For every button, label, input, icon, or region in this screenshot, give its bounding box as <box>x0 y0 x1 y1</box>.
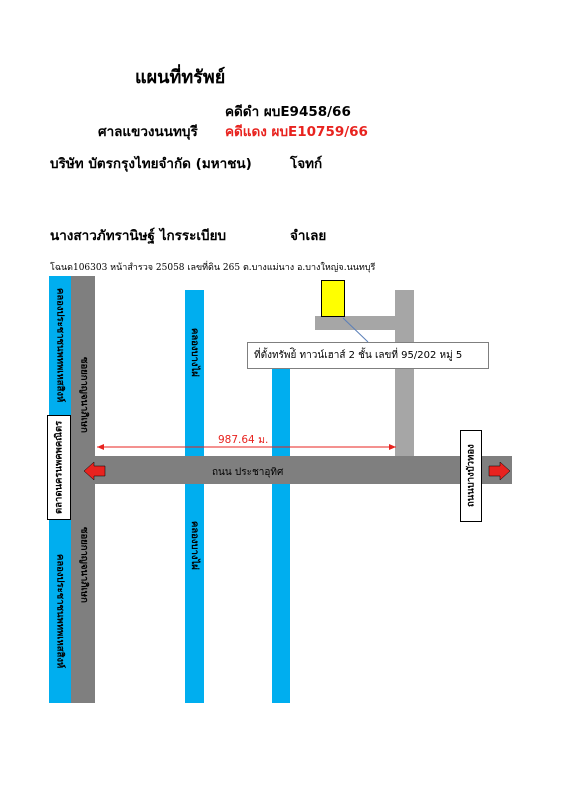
defendant-role: จำเลย <box>290 228 327 244</box>
page-title: แผนที่ทรัพย์ <box>135 67 226 88</box>
soi-left-top-label: ซอยกาญจนาภิเษก <box>78 357 90 433</box>
black-case-number: คดีดำ ผบE9458/66 <box>225 104 351 120</box>
defendant-name: นางสาวภัทรานิษฐ์ ไกรระเบียบ <box>50 228 227 244</box>
property-callout: ที่ตั้งทรัพย์ิ ทาวน์เฮาส์ 2 ชั้น เลขที่ 95/202 หมู่ 5 <box>247 342 489 369</box>
distance-arrow-right <box>389 444 396 450</box>
deed-info: โฉนด106303 หน้าสำรวจ 25058 เลขที่ดิน 265 ต.บางแม่นาง อ.บางใหญ่จ.นนทบุรี <box>50 263 376 273</box>
court-name: ศาลแขวงนนทบุรี <box>98 124 198 140</box>
plaintiff-role: โจทก์ <box>290 156 323 172</box>
main-road-label: ถนน ประชาอุทิศ <box>212 467 284 478</box>
soi-left-bottom-label: ซอยกาญจนาภิเษก <box>78 527 90 603</box>
callout-pointer <box>343 318 368 342</box>
red-case-number: คดีแดง ผบE10759/66 <box>225 124 368 140</box>
market-label: ตลาดนครนพคพคณิตร <box>53 420 65 515</box>
canal-left-bottom-label: คลองประชาชนพทพเหสสิงห์ <box>54 554 66 669</box>
canal-left-top-label: คลองประชาชนพทพเหสสิงห์ <box>54 288 66 403</box>
distance-label: 987.64 ม. <box>218 434 269 446</box>
canal-mid-top-label: คลองบางไผ่ <box>189 327 200 377</box>
left-direction-arrow <box>84 462 105 480</box>
right-sign-label: ถนนบางบัวทอง <box>465 444 477 508</box>
distance-arrow-left <box>97 444 104 450</box>
canal-mid-bottom-label: คลองบางไผ่ <box>189 520 200 570</box>
plaintiff-name: บริษัท บัตรกรุงไทยจำกัด (มหาชน) <box>50 156 252 172</box>
right-direction-arrow <box>489 462 510 480</box>
